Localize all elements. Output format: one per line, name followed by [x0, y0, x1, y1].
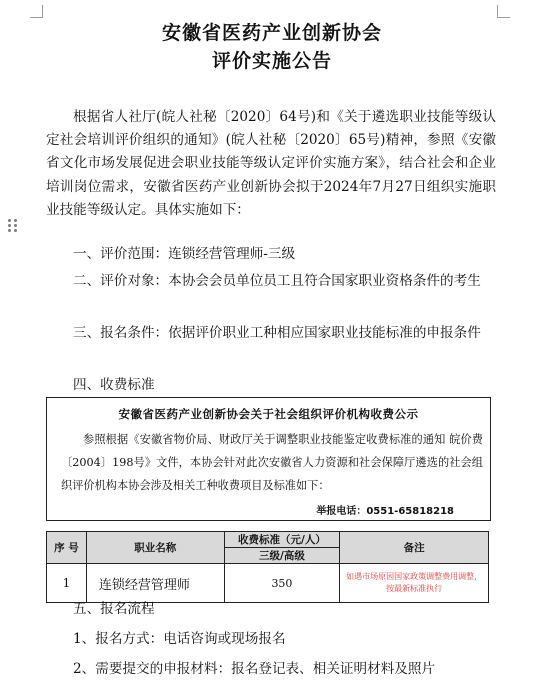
item-scope: 一、评价范围：连锁经营管理师-三级 — [73, 246, 296, 262]
item-conditions: 三、报名条件：依据评价职业工种相应国家职业技能标准的申报条件 — [73, 325, 481, 341]
page-corner-mark-right — [497, 5, 510, 18]
fee-notice-box — [46, 397, 491, 521]
item-target: 二、评价对象：本协会会员单位员工且符合国家职业资格条件的考生 — [73, 273, 481, 289]
cell-job-name: 连锁经营管理师 — [86, 564, 224, 603]
table-row — [47, 564, 489, 603]
document-title: 安徽省医药产业创新协会 — [161, 22, 382, 44]
item-fees-heading: 四、收费标准 — [73, 377, 155, 393]
fee-notice-body: 参照根据《安徽省物价局、财政厅关于调整职业技能鉴定收费标准的通知 皖价费〔2004〕198号》文件，本协会针对此次安徽省人力资源和社会保障厅遴选的社会组织评价机构本协会涉及相关工种收费项目及标准如下： — [61, 433, 483, 492]
document-subtitle: 评价实施公告 — [211, 50, 332, 72]
fee-table — [46, 531, 489, 603]
header-seq: 序 号 — [47, 532, 87, 564]
cell-seq: 1 — [47, 564, 87, 603]
intro-paragraph: 根据省人社厅(皖人社秘〔2020〕64号)和《关于遴选职业技能等级认定社会培训评价组织的通知》(皖人社秘〔2020〕65号)精神，参照《安徽省文化市场发展促进会职业技能等级认定评价实施方案》，结合社会和企业培训岗位需求，安徽省医药产业创新协会拟于2024年7月27日组织实施职业技能等级认定。具体实施如下： — [46, 109, 496, 218]
item-flow-heading: 五、报名流程 — [73, 601, 155, 617]
cell-note: 如遇市场原因国家政策调整费用调整，按最新标准执行 — [340, 564, 489, 603]
page-corner-mark-left — [30, 5, 43, 18]
flow-step-1: 1、报名方式：电话咨询或现场报名 — [73, 631, 286, 647]
header-note: 备注 — [340, 532, 489, 564]
header-level: 三级/高级 — [224, 548, 340, 564]
header-fee: 收费标准（元/人） — [224, 532, 340, 548]
fee-notice-title: 安徽省医药产业创新协会关于社会组织评价机构收费公示 — [118, 407, 419, 421]
drag-handle-icon[interactable] — [8, 219, 18, 235]
report-phone: 举报电话：0551-65818218 — [316, 506, 454, 517]
header-job-name: 职业名称 — [86, 532, 224, 564]
cell-fee: 350 — [224, 564, 340, 603]
flow-step-2: 2、需要提交的申报材料：报名登记表、相关证明材料及照片 — [73, 661, 436, 677]
